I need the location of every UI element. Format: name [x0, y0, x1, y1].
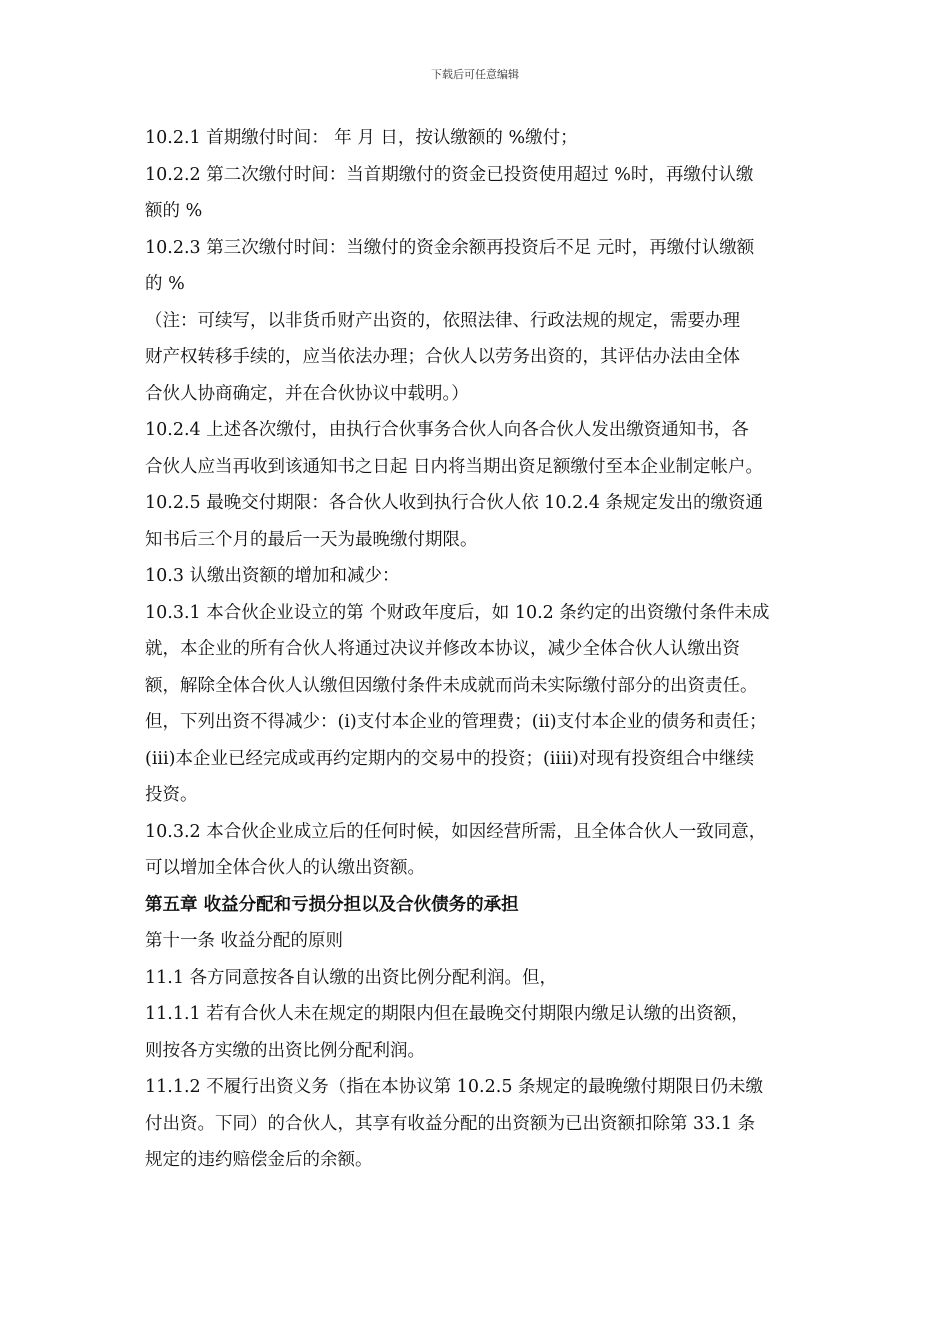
text-line: 财产权转移手续的，应当依法办理；合伙人以劳务出资的，其评估办法由全体	[145, 347, 740, 367]
text-line: 11.1.1 若有合伙人未在规定的期限内但在最晚交付期限内缴足认缴的出资额，	[145, 1004, 749, 1024]
text-line: 10.2.1 首期缴付时间： 年 月 日，按认缴额的 %缴付；	[145, 128, 578, 148]
text-line: 额，解除全体合伙人认缴但因缴付条件未成就而尚未实际缴付部分的出资责任。	[145, 675, 758, 696]
text-line: 合伙人协商确定，并在合伙协议中载明。）	[145, 383, 469, 404]
text-line: 11.1.2 不履行出资义务（指在本协议第 10.2.5 条规定的最晚缴付期限日仍未缴	[145, 1077, 764, 1097]
page-header: 下载后可任意编辑	[431, 68, 519, 81]
article-title: 第十一条 收益分配的原则	[145, 931, 344, 951]
text-line: 10.2.2 第二次缴付时间：当首期缴付的资金已投资使用超过 %时，再缴付认缴	[145, 164, 754, 185]
text-line: 但，下列出资不得减少：(i)支付本企业的管理费；(ii)支付本企业的债务和责任；	[145, 712, 767, 732]
text-line: （注：可续写，以非货币财产出资的，依照法律、行政法规的规定，需要办理	[145, 310, 740, 331]
text-line: 额的 %	[145, 201, 203, 221]
text-line: 10.3 认缴出资额的增加和减少：	[145, 566, 400, 586]
text-line: 规定的违约赔偿金后的余额。	[145, 1150, 373, 1170]
text-line: 投资。	[145, 785, 198, 805]
text-line: 11.1 各方同意按各自认缴的出资比例分配利润。但，	[145, 967, 558, 988]
text-line: 10.3.2 本合伙企业成立后的任何时候，如因经营所需，且全体合伙人一致同意，	[145, 821, 767, 842]
text-line: 10.2.5 最晚交付期限：各合伙人收到执行合伙人依 10.2.4 条规定发出的缴资通	[145, 493, 764, 513]
text-line: 10.3.1 本合伙企业设立的第 个财政年度后，如 10.2 条约定的出资缴付条件未成	[145, 602, 770, 623]
text-line: 则按各方实缴的出资比例分配利润。	[145, 1040, 425, 1061]
text-line: 知书后三个月的最后一天为最晚缴付期限。	[145, 529, 478, 550]
text-line: 付出资。下同）的合伙人，其享有收益分配的出资额为已出资额扣除第 33.1 条	[145, 1113, 756, 1134]
text-line: 可以增加全体合伙人的认缴出资额。	[145, 858, 425, 878]
text-line: 合伙人应当再收到该通知书之日起 日内将当期出资足额缴付至本企业制定帐户。	[145, 456, 764, 477]
text-line: 10.2.4 上述各次缴付，由执行合伙事务合伙人向各合伙人发出缴资通知书，各	[145, 420, 749, 440]
text-line: 就，本企业的所有合伙人将通过决议并修改本协议，减少全体合伙人认缴出资	[145, 639, 740, 659]
text-line: 的 %	[145, 274, 185, 294]
text-line: 10.2.3 第三次缴付时间：当缴付的资金余额再投资后不足 元时，再缴付认缴额	[145, 237, 755, 258]
chapter-heading: 第五章 收益分配和亏损分担以及合伙债务的承担	[145, 894, 519, 915]
text-line: (iii)本企业已经完成或再约定期内的交易中的投资；(iiii)对现有投资组合中继续	[145, 748, 754, 769]
document-body	[145, 120, 815, 1179]
